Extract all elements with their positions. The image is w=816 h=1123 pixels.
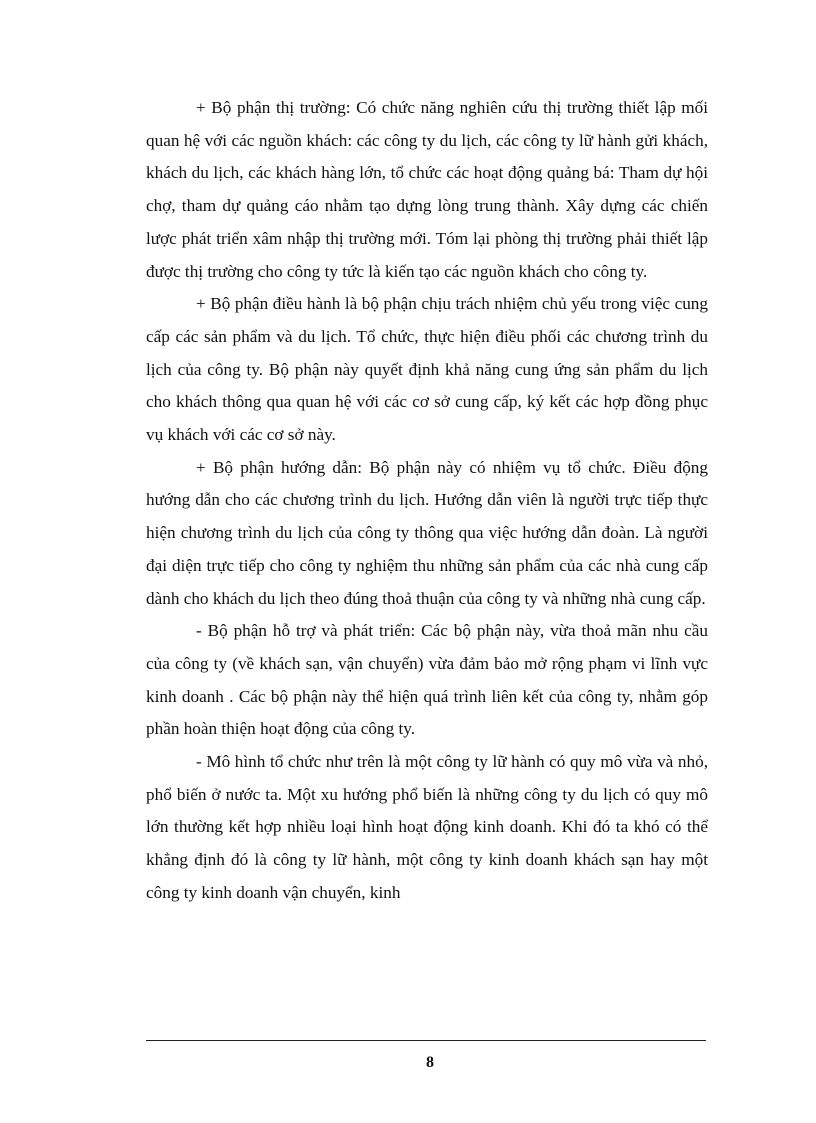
paragraph-support-development: - Bộ phận hỗ trợ và phát triển: Các bộ phận này, vừa thoả mãn nhu cầu của công ty (về khách sạn, vận chuyển) vừa đảm bảo mở rộng phạm vi lĩnh vực kinh doanh . Các bộ phận này thể hiện quá trình liên kết của công ty, nhằm góp phần hoàn thiện hoạt động của công ty. [146, 621, 708, 739]
paragraph-guide-department: + Bộ phận hướng dẫn: Bộ phận này có nhiệm vụ tổ chức. Điều động hướng dẫn cho các chương trình du lịch. Hướng dẫn viên là người trực tiếp thực hiện chương trình du lịch của công ty thông qua việc hướng dẫn đoàn. Là người đại diện trực tiếp cho công ty nghiệm thu những sản phẩm của các nhà cung cấp dành cho khách du lịch theo đúng thoả thuận của công ty và những nhà cung cấp. [146, 457, 708, 608]
footer-divider [146, 1040, 706, 1041]
paragraph-operations-department: + Bộ phận điều hành là bộ phận chịu trách nhiệm chủ yếu trong việc cung cấp các sản phẩm và du lịch. Tổ chức, thực hiện điều phối các chương trình du lịch của công ty. Bộ phận này quyết định khả năng cung ứng sản phẩm du lịch cho khách thông qua quan hệ với các cơ sở cung cấp, ký kết các hợp đồng phục vụ khách với các cơ sở này. [146, 294, 708, 445]
page-number: 8 [426, 1054, 434, 1071]
paragraph-market-department: + Bộ phận thị trường: Có chức năng nghiên cứu thị trường thiết lập mối quan hệ với các nguồn khách: các công ty du lịch, các công ty lữ hành gửi khách, khách du lịch, các khách hàng lớn, tổ chức các hoạt động quảng bá: Tham dự hội chợ, tham dự quảng cáo nhằm tạo dựng lòng trung thành. Xây dựng các chiến lược phát triển xâm nhập thị trường mới. Tóm lại phòng thị trường phải thiết lập được thị trường cho công ty tức là kiến tạo các nguồn khách cho công ty. [146, 98, 708, 281]
body-text [146, 92, 708, 910]
paragraph-organization-model: - Mô hình tổ chức như trên là một công ty lữ hành có quy mô vừa và nhỏ, phổ biến ở nước ta. Một xu hướng phổ biến là những công ty du lịch có quy mô lớn thường kết hợp nhiều loại hình hoạt động kinh doanh. Khi đó ta khó có thể khẳng định đó là công ty lữ hành, một công ty kinh doanh khách sạn hay một công ty kinh doanh vận chuyển, kinh [146, 752, 708, 902]
